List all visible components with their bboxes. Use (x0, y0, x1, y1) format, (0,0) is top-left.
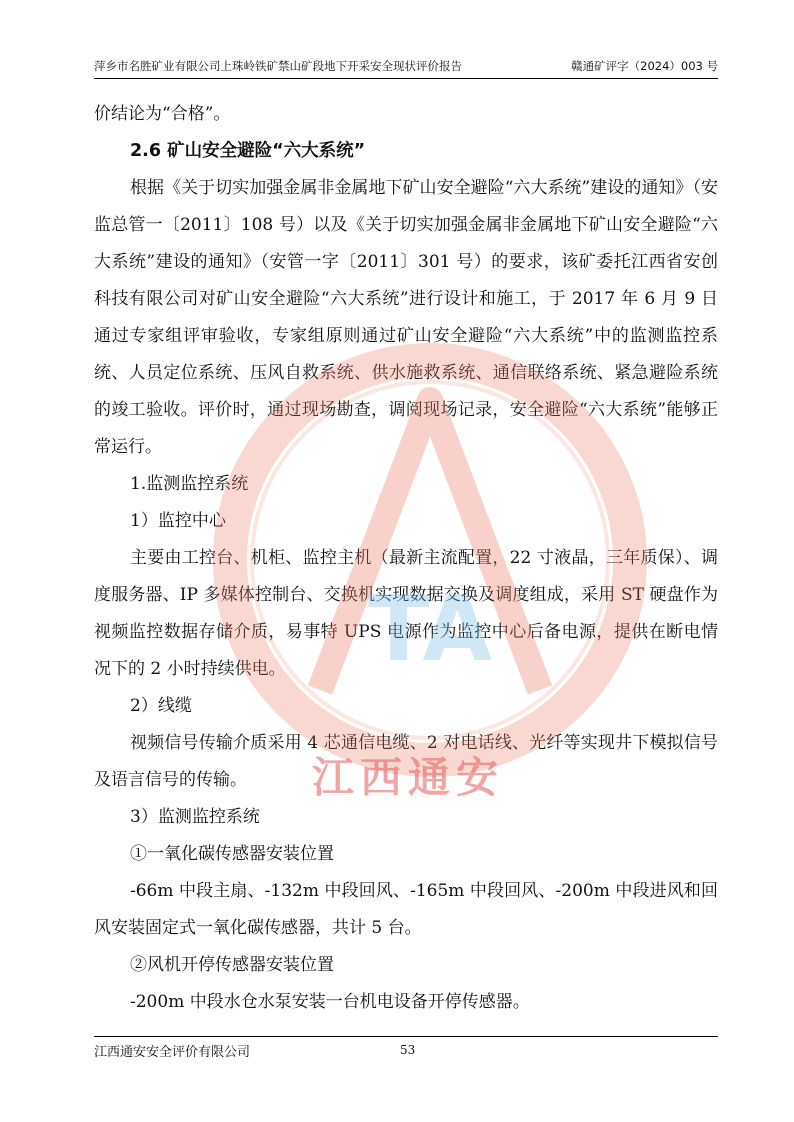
document-number: 赣通矿评字（2024）003 号 (571, 59, 718, 73)
page-body (94, 96, 718, 1021)
section-heading: 2.6 矿山安全避险“六大系统” (130, 141, 366, 161)
svg-text:TA: TA (367, 577, 493, 682)
page-number: 53 (400, 1043, 416, 1057)
subheading-fan-sensor: ②风机开停传感器安装位置 (130, 955, 334, 975)
paragraph-co-sensor: -66m 中段主扇、-132m 中段回风、-165m 中段回风、-200m 中段进风和回风安装固定式一氧化碳传感器，共计 5 台。 (94, 881, 718, 938)
footer-company: 江西通安安全评价有限公司 (94, 1045, 251, 1060)
paragraph-cable: 视频信号传输介质采用 4 芯通信电缆、2 对电话线、光纤等实现井下模拟信号及语言信号的传输。 (94, 733, 718, 790)
subheading-co-sensor: ①一氧化碳传感器安装位置 (130, 844, 334, 864)
subheading-monitoring-center: 1）监控中心 (130, 511, 226, 531)
paragraph-monitoring-center: 主要由工控台、机柜、监控主机（最新主流配置，22 寸液晶，三年质保）、调度服务器、IP 多媒体控制台、交换机实现数据交换及调度组成，采用 ST 硬盘作为视频监控数据存储介质，易事特 UPS 电源作为监控中心后备电源，提供在断电情况下的 2 小时持续供电。 (94, 548, 718, 679)
page-header (94, 56, 718, 79)
page-footer (94, 1036, 718, 1063)
report-title: 萍乡市名胜矿业有限公司上珠岭铁矿禁山矿段地下开采安全现状评价报告 (94, 59, 462, 73)
paragraph-continuation: 价结论为“合格”。 (94, 104, 231, 124)
paragraph-fan-sensor: -200m 中段水仓水泵安装一台机电设备开停传感器。 (130, 992, 530, 1012)
paragraph-intro: 根据《关于切实加强金属非金属地下矿山安全避险“六大系统”建设的通知》（安监总管一〔2011〕108 号）以及《关于切实加强金属非金属地下矿山安全避险“六大系统”建设的通知》（安管一字〔2011〕301 号）的要求，该矿委托江西省安创科技有限公司对矿山安全避险“六大系统”进行设计和施工，于 2017 年 6 月 9 日通过专家组评审验收，专家组原则通过矿山安全避险“六大系统”中的监测监控系统、人员定位系统、压风自救系统、供水施救系统、通信联络系统、紧急避险系统的竣工验收。评价时，通过现场勘查，调阅现场记录，安全避险“六大系统”能够正常运行。 (94, 178, 718, 457)
subheading-monitoring-system: 1.监测监控系统 (130, 474, 249, 494)
subheading-cable: 2）线缆 (130, 696, 192, 716)
watermark-text: 江西通安 (312, 753, 505, 802)
subheading-monitoring-control: 3）监测监控系统 (130, 807, 260, 827)
